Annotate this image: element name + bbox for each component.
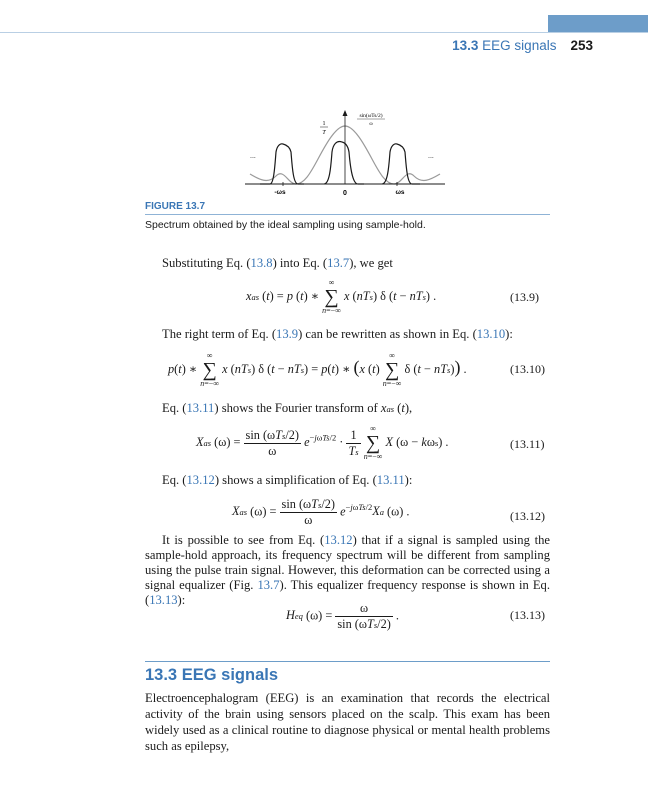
- equation-13-10: p(t) ∗ ∞ ∑ n=−∞ x (nTs) δ (t − nTs) = p(t) ∗ (x (t) ∞ ∑ n=−∞ δ (t − nTs)) .: [168, 351, 467, 388]
- running-head-section-title: EEG signals: [482, 38, 557, 53]
- eq-ref-13-7[interactable]: 13.7: [327, 256, 350, 270]
- section-heading: [145, 666, 278, 685]
- eq-ref-13-11[interactable]: 13.11: [186, 401, 215, 415]
- equation-number-13-9: (13.9): [510, 290, 539, 304]
- equation-13-12: Xas (ω) = $\frac{\text{sin (ωTs/2)}}{\omega}$ $e^{-j\omega Ts/2}Xa$ (ω) .: [232, 497, 410, 527]
- equation-number-13-11: (13.11): [510, 437, 545, 451]
- page-number: 253: [570, 38, 593, 53]
- T-label: T: [322, 130, 326, 136]
- fig-ref-13-7[interactable]: 13.7: [257, 578, 280, 592]
- eq-ref-13-13[interactable]: 13.13: [149, 593, 178, 607]
- section-rule: [145, 661, 550, 662]
- equation-number-13-12: (13.12): [510, 509, 545, 523]
- running-head-section-number: 13.3: [452, 38, 479, 53]
- section-number: 13.3: [145, 666, 178, 684]
- sinc-label-den: ω: [369, 122, 373, 127]
- figure-label: FIGURE 13.7: [145, 201, 206, 212]
- paragraph-fourier: Eq. (13.11) shows the Fourier transform of xas (t),: [162, 401, 413, 415]
- running-head: [452, 38, 593, 53]
- tick-label-neg-ws: -ωs: [274, 189, 286, 196]
- equation-13-9: xas (t) = p (t) ∗ ∞ ∑ n=−∞ x (nTs) δ (t − nTs) .: [246, 278, 437, 315]
- figure-caption: Spectrum obtained by the ideal sampling using sample-hold.: [145, 219, 426, 231]
- spectrum-lobe-right: [382, 144, 420, 184]
- eq-ref-13-11-b[interactable]: 13.11: [376, 473, 405, 487]
- sinc-label: sin(ωTs/2): [359, 113, 383, 119]
- paragraph-simplification: Eq. (13.12) shows a simplification of Eq. (13.11):: [162, 473, 413, 487]
- eq-ref-13-9[interactable]: 13.9: [276, 327, 299, 341]
- header-rule: [0, 32, 648, 33]
- paragraph-substituting: Substituting Eq. (13.8) into Eq. (13.7), we get: [162, 256, 393, 270]
- equation-number-13-13: (13.13): [510, 608, 545, 622]
- spectrum-lobe-left: [260, 144, 304, 184]
- figure-caption-rule: [145, 214, 550, 215]
- spectrum-lobe-center: [324, 141, 364, 184]
- eq-ref-13-12[interactable]: 13.12: [186, 473, 215, 487]
- paragraph-sample-hold: It is possible to see from Eq. (13.12) that if a signal is sampled using the sample-hold approach, its frequency spectrum will be different from sampling using the pulse train signal. However, this deformation can be corrected using a signal equalizer (Fig. 13.7). This equalizer frequency response is shown in Eq. (13.13):: [145, 533, 550, 607]
- equation-13-11: Xas (ω) = $\frac{\text{sin (ωTs/2)}}{\omega}$ $e^{-j\omega Ts/2}$ · $\frac{1}{Ts}$ ∞ ∑ n=−∞ X (ω − kωs) .: [196, 424, 449, 461]
- tick-label-zero: 0: [343, 190, 347, 197]
- equation-13-13: Heq (ω) = $\frac{\omega}{\text{sin (ωTs/2)}}$ .: [286, 601, 399, 631]
- ellipsis-left: ...: [250, 153, 256, 160]
- ellipsis-right: ...: [428, 153, 434, 160]
- amplitude-axis-arrow: [343, 110, 348, 116]
- spectrum-figure: [240, 104, 450, 200]
- section-title: EEG signals: [181, 666, 279, 684]
- eq-ref-13-12-b[interactable]: 13.12: [324, 533, 353, 547]
- paragraph-right-term: The right term of Eq. (13.9) can be rewritten as shown in Eq. (13.10):: [162, 327, 513, 341]
- eq-ref-13-10[interactable]: 13.10: [476, 327, 506, 341]
- header-tab: [548, 15, 648, 32]
- tick-label-pos-ws: ωs: [395, 189, 405, 196]
- equation-number-13-10: (13.10): [510, 362, 545, 376]
- section-paragraph: Electroencephalogram (EEG) is an examination that records the electrical activity of the brain using sensors placed on the scalp. This exam has been widely used as a clinical routine to diagnose physical or mental health problems such as epilepsy,: [145, 691, 550, 753]
- one-label: 1: [322, 121, 326, 127]
- eq-ref-13-8[interactable]: 13.8: [250, 256, 273, 270]
